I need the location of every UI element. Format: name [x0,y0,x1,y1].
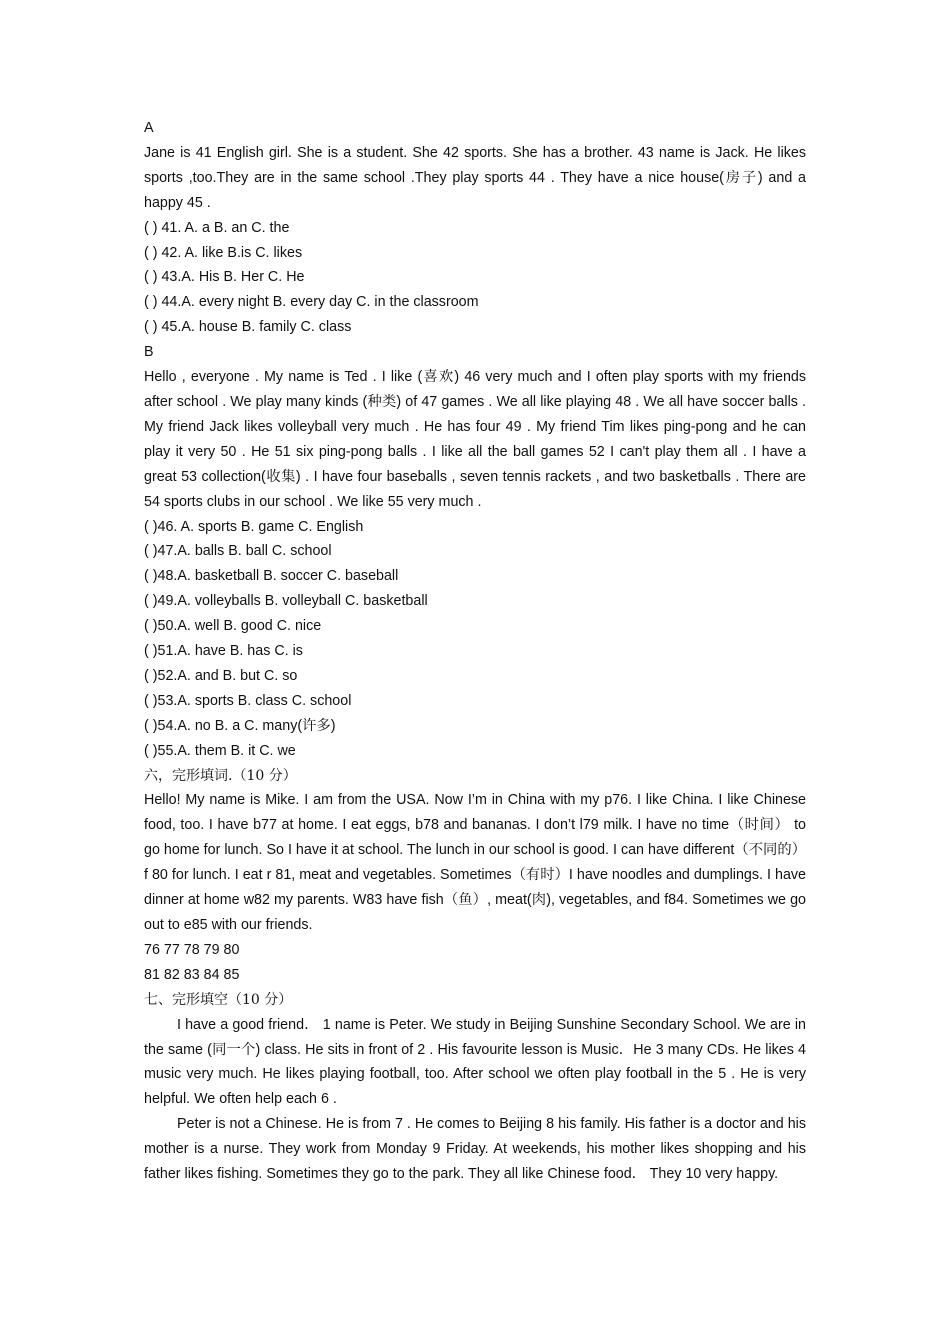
question-53: ( )53.A. sports B. class C. school [144,692,352,709]
question-54: ( )54.A. no B. a C. many(许多) [144,717,336,734]
question-43: ( ) 43.A. His B. Her C. He [144,269,305,286]
question-42: ( ) 42. A. like B.is C. likes [144,244,303,261]
question-51: ( )51.A. have B. has C. is [144,643,303,660]
answer-numbers-row-1: 76 77 78 79 80 [144,941,240,958]
question-45: ( ) 45.A. house B. family C. class [144,319,352,336]
question-41: ( ) 41. A. a B. an C. the [144,219,290,236]
question-49: ( )49.A. volleyballs B. volleyball C. basketball [144,593,428,610]
section-6-passage: Hello! My name is Mike. I am from the USA. Now I’m in China with my p76. I like China. I like Chinese food, too. I have b77 at home. I eat eggs, b78 and bananas. I don’t l79 milk. I have no time（时间） to go home for lunch. So I have it at school. The lunch in our school is good. I can have different（不同的）f 80 for lunch. I eat r 81, meat and vegetables. Sometimes（有时）I have noodles and dumplings. I have dinner at home w82 my parents. W83 have fish（鱼）, meat(肉), vegetables, and f84. Sometimes we go out to e85 with our friends. [144,792,806,933]
section-b-label: B [144,344,154,361]
section-6-heading: 六，完形填词.（10 分） [144,767,297,784]
question-48: ( )48.A. basketball B. soccer C. baseball [144,568,399,585]
section-a-passage: Jane is 41 English girl. She is a student. She 42 sports. She has a brother. 43 name is Jack. He likes sports ,too.They are in the same school .They play sports 44 . They have a nice house(房子) and a happy 45 . [144,144,806,211]
question-47: ( )47.A. balls B. ball C. school [144,543,332,560]
section-7-heading: 七、完形填空（10 分） [144,991,293,1008]
section-b-passage: Hello , everyone . My name is Ted . I like (喜欢) 46 very much and I often play sports with my friends after school . We play many kinds (种类) of 47 games . We all like playing 48 . We all have soccer balls . My friend Jack likes volleyball very much . He has four 49 . My friend Tim likes ping-pong and he can play it very 50 . He 51 six ping-pong balls . I like all the ball games 52 I can't play them all . I have a great 53 collection(收集) . I have four baseballs , seven tennis rackets , and two basketballs . There are 54 sports clubs in our school . We like 55 very much . [144,369,806,510]
answer-numbers-row-2: 81 82 83 84 85 [144,966,240,983]
section-7-paragraph-1: I have a good friend． 1 name is Peter. We study in Beijing Sunshine Secondary School. We are in the same (同一个) class. He sits in front of 2 . His favourite lesson is Music．He 3 many CDs. He likes 4 music very much. He likes playing football, too. After school we often play football in the 5 . He is very helpful. We often help each 6 . [144,1016,806,1108]
question-46: ( )46. A. sports B. game C. English [144,518,364,535]
section-a-label: A [144,120,154,136]
question-50: ( )50.A. well B. good C. nice [144,618,322,635]
question-44: ( ) 44.A. every night B. every day C. in the classroom [144,294,479,311]
section-7-paragraph-2: Peter is not a Chinese. He is from 7 . He comes to Beijing 8 his family. His father is a doctor and his mother is a nurse. They work from Monday 9 Friday. At weekends, his mother likes shopping and his father likes fishing. Sometimes they go to the park. They all like Chinese food． They 10 very happy. [144,1116,806,1183]
document-page [144,116,806,1187]
question-52: ( )52.A. and B. but C. so [144,667,298,684]
question-55: ( )55.A. them B. it C. we [144,742,296,759]
